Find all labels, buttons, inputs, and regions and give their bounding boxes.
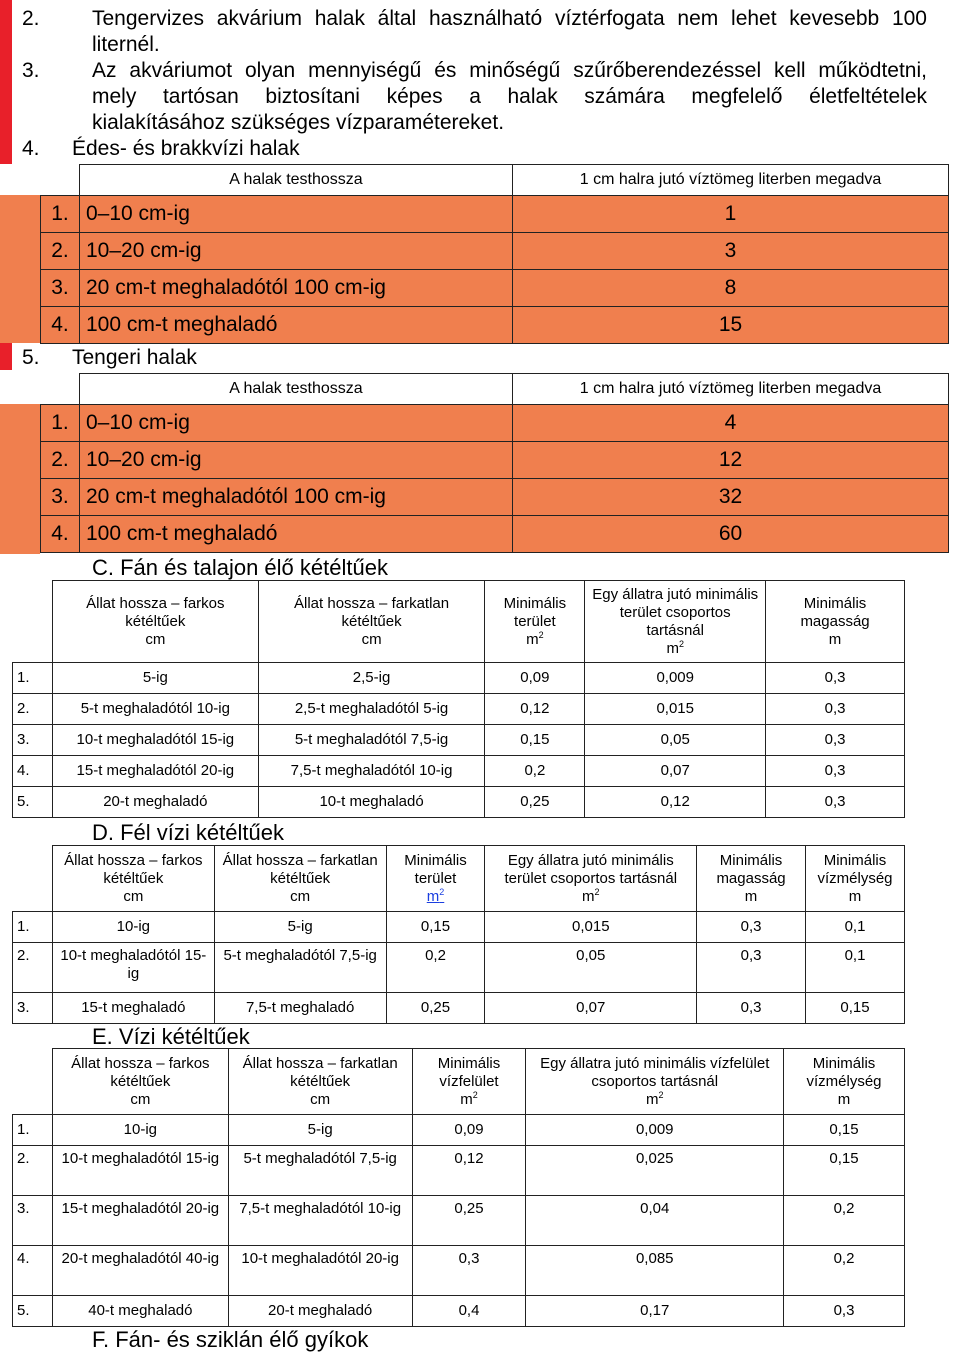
- margin-change-bar: [0, 0, 12, 164]
- table-row: 1. 0–10 cm-ig 1: [41, 196, 949, 233]
- table-row: 5. 20-t meghaladó 10-t meghaladó 0,25 0,12 0,3: [13, 787, 905, 818]
- section-5-title: Tengeri halak: [72, 346, 197, 369]
- semi-aquatic-amphibians-table: [12, 845, 905, 1024]
- col-header-group-water-surface: Egy állatra jutó minimális vízfelület csoportos tartásnál $m^2$: [526, 1049, 784, 1115]
- section-e-title: E. Vízi kétéltűek: [92, 1024, 250, 1049]
- seawater-fish-table: [40, 373, 949, 553]
- item-text-line: Tengervizes akvárium halak által használható víztérfogata nem lehet kevesebb 100: [92, 7, 927, 30]
- section-4-number: 4.: [22, 137, 40, 160]
- table-row: 3. 15-t meghaladó 7,5-t meghaladó 0,25 0,07 0,3 0,15: [13, 993, 905, 1024]
- col-header-min-area: Minimális terület $m^2$: [386, 846, 485, 912]
- col-header-length: A halak testhossza: [80, 165, 513, 196]
- section-d-title: D. Fél vízi kétéltűek: [92, 820, 284, 845]
- table-row: 2. 10–20 cm-ig 12: [41, 442, 949, 479]
- col-header-min-area: Minimális terület $m^2$: [485, 581, 585, 663]
- col-header-min-height: Minimális magasság m: [697, 846, 806, 912]
- col-header-min-depth: Minimális vízmélység m: [806, 846, 905, 912]
- table-row: 5. 40-t meghaladó 20-t meghaladó 0,4 0,17 0,3: [13, 1296, 905, 1327]
- table-row: 3. 10-t meghaladótól 15-ig 5-t meghaladótól 7,5-ig 0,15 0,05 0,3: [13, 725, 905, 756]
- section-c-title: C. Fán és talajon élő kétéltűek: [92, 555, 388, 580]
- item-number: 3.: [22, 59, 40, 82]
- table-row: 1. 10-ig 5-ig 0,15 0,015 0,3 0,1: [13, 912, 905, 943]
- table-row: 3. 15-t meghaladótól 20-ig 7,5-t meghaladótól 10-ig 0,25 0,04 0,2: [13, 1196, 905, 1246]
- col-header-tailed: Állat hossza – farkos kétéltűek cm: [52, 1049, 228, 1115]
- col-header-min-water-surface: Minimális vízfelület $m^2$: [412, 1049, 526, 1115]
- col-header-tailless: Állat hossza – farkatlan kétéltűek cm: [258, 581, 485, 663]
- table-row: 2. 10–20 cm-ig 3: [41, 233, 949, 270]
- table-row: 2. 10-t meghaladótól 15-ig 5-t meghaladótól 7,5-ig 0,12 0,025 0,15: [13, 1146, 905, 1196]
- freshwater-fish-table: [40, 164, 949, 344]
- aquatic-amphibians-table: [12, 1048, 905, 1327]
- table-row: 1. 10-ig 5-ig 0,09 0,009 0,15: [13, 1115, 905, 1146]
- section-f-title: F. Fán- és sziklán élő gyíkok: [92, 1327, 369, 1352]
- col-header-tailed: Állat hossza – farkos kétéltűek cm: [52, 581, 258, 663]
- item-text-line: kialakításához szükséges vízparamétereket.: [92, 111, 505, 134]
- margin-highlight-band: [0, 404, 40, 554]
- col-header-water: 1 cm halra jutó víztömeg literben megadva: [513, 374, 949, 405]
- col-header-tailed: Állat hossza – farkos kétéltűek cm: [52, 846, 214, 912]
- item-text-line: liternél.: [92, 33, 160, 56]
- item-text-line: mely tartósan biztosítani képes a halak számára megfelelő életfeltételek: [92, 85, 927, 108]
- table-row: 3. 20 cm-t meghaladótól 100 cm-ig 8: [41, 270, 949, 307]
- arboreal-amphibians-table: [12, 580, 905, 818]
- table-row: 4. 15-t meghaladótól 20-ig 7,5-t meghaladótól 10-ig 0,2 0,07 0,3: [13, 756, 905, 787]
- section-4-title: Édes- és brakkvízi halak: [72, 137, 300, 160]
- table-row: 4. 100 cm-t meghaladó 60: [41, 516, 949, 553]
- item-number: 2.: [22, 7, 40, 30]
- col-header-group-area: Egy állatra jutó minimális terület csoportos tartásnál $m^2$: [485, 846, 697, 912]
- table-row: 2. 5-t meghaladótól 10-ig 2,5-t meghaladótól 5-ig 0,12 0,015 0,3: [13, 694, 905, 725]
- table-row: 1. 0–10 cm-ig 4: [41, 405, 949, 442]
- margin-change-bar: [0, 340, 12, 370]
- section-5-number: 5.: [22, 346, 40, 369]
- col-header-min-height: Minimális magasság m: [766, 581, 905, 663]
- table-row: 2. 10-t meghaladótól 15-ig 5-t meghaladótól 7,5-ig 0,2 0,05 0,3 0,1: [13, 943, 905, 993]
- table-row: 1. 5-ig 2,5-ig 0,09 0,009 0,3: [13, 663, 905, 694]
- col-header-tailless: Állat hossza – farkatlan kétéltűek cm: [228, 1049, 412, 1115]
- col-header-tailless: Állat hossza – farkatlan kétéltűek cm: [214, 846, 386, 912]
- col-header-water: 1 cm halra jutó víztömeg literben megadva: [513, 165, 949, 196]
- col-header-min-depth: Minimális vízmélység m: [784, 1049, 905, 1115]
- item-text-line: Az akváriumot olyan mennyiségű és minőségű szűrőberendezéssel kell működtetni,: [92, 59, 927, 82]
- col-header-length: A halak testhossza: [80, 374, 513, 405]
- table-row: 4. 100 cm-t meghaladó 15: [41, 307, 949, 344]
- table-row: 3. 20 cm-t meghaladótól 100 cm-ig 32: [41, 479, 949, 516]
- col-header-group-area: Egy állatra jutó minimális terület csoportos tartásnál $m^2$: [585, 581, 766, 663]
- table-row: 4. 20-t meghaladótól 40-ig 10-t meghaladótól 20-ig 0,3 0,085 0,2: [13, 1246, 905, 1296]
- margin-highlight-band: [0, 195, 40, 343]
